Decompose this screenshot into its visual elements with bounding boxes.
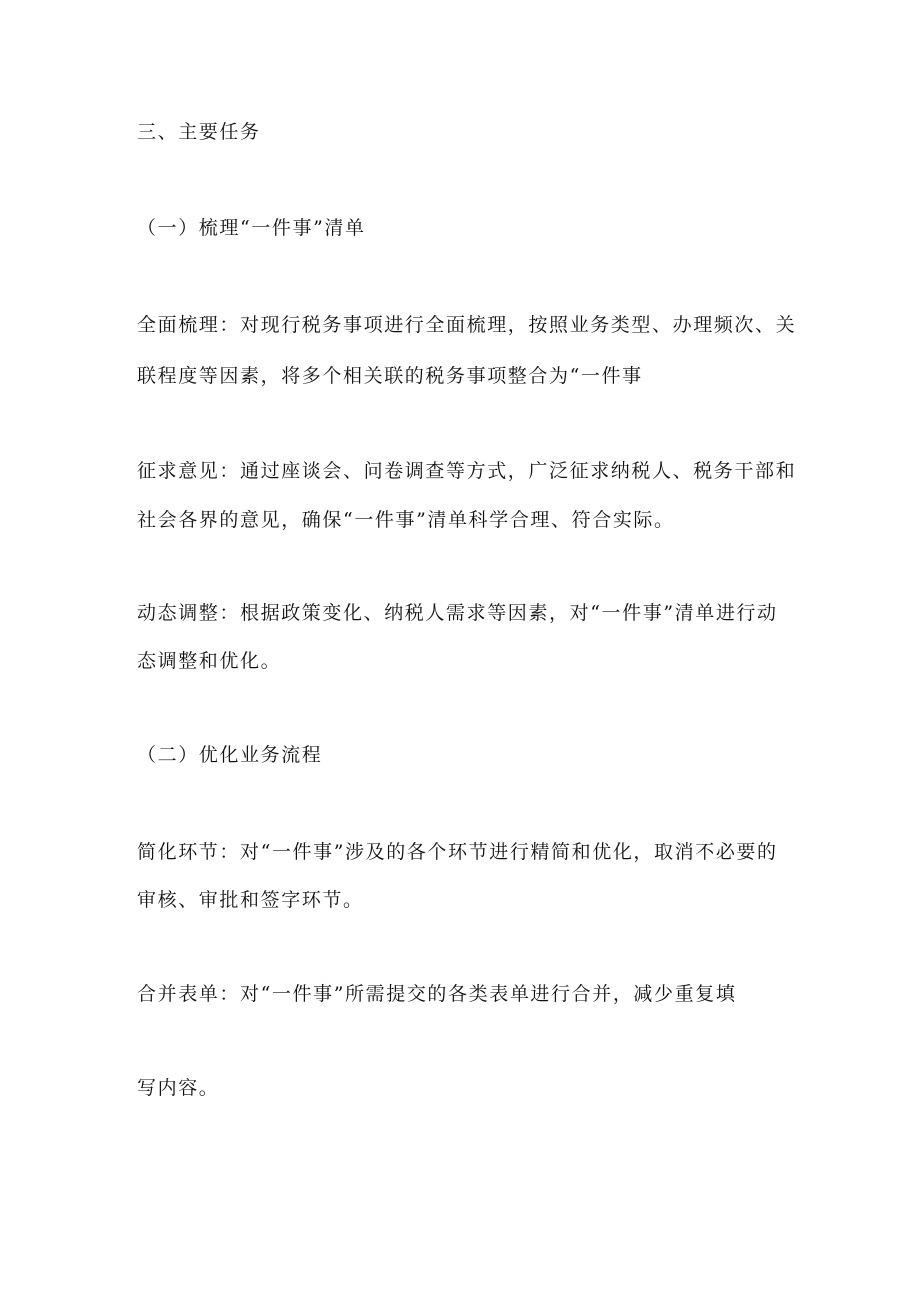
paragraph-line: 审核、审批和签字环节。 (137, 889, 364, 911)
paragraph-line: 态调整和优化。 (137, 650, 282, 672)
paragraph-line: 动态调整：根据政策变化、纳税人需求等因素，对“一件事”清单进行动 (137, 602, 778, 624)
paragraph-line: 写内容。 (137, 1077, 220, 1099)
section-title: 三、主要任务 (137, 121, 261, 143)
paragraph-line: 合并表单：对“一件事”所需提交的各类表单进行合并，减少重复填 (137, 983, 737, 1005)
subsection-title-1: （一）梳理“一件事”清单 (137, 217, 366, 239)
paragraph-line: 全面梳理：对现行税务事项进行全面梳理，按照业务类型、办理频次、关 (137, 314, 797, 336)
paragraph-line: 联程度等因素，将多个相关联的税务事项整合为“一件事 (137, 365, 643, 387)
paragraph-line: 征求意见：通过座谈会、问卷调查等方式，广泛征求纳税人、税务干部和 (137, 460, 797, 482)
paragraph-line: 社会各界的意见，确保“一件事”清单科学合理、符合实际。 (137, 509, 675, 531)
paragraph-line: 简化环节：对“一件事”涉及的各个环节进行精简和优化，取消不必要的 (137, 841, 778, 863)
subsection-title-2: （二）优化业务流程 (137, 744, 323, 766)
